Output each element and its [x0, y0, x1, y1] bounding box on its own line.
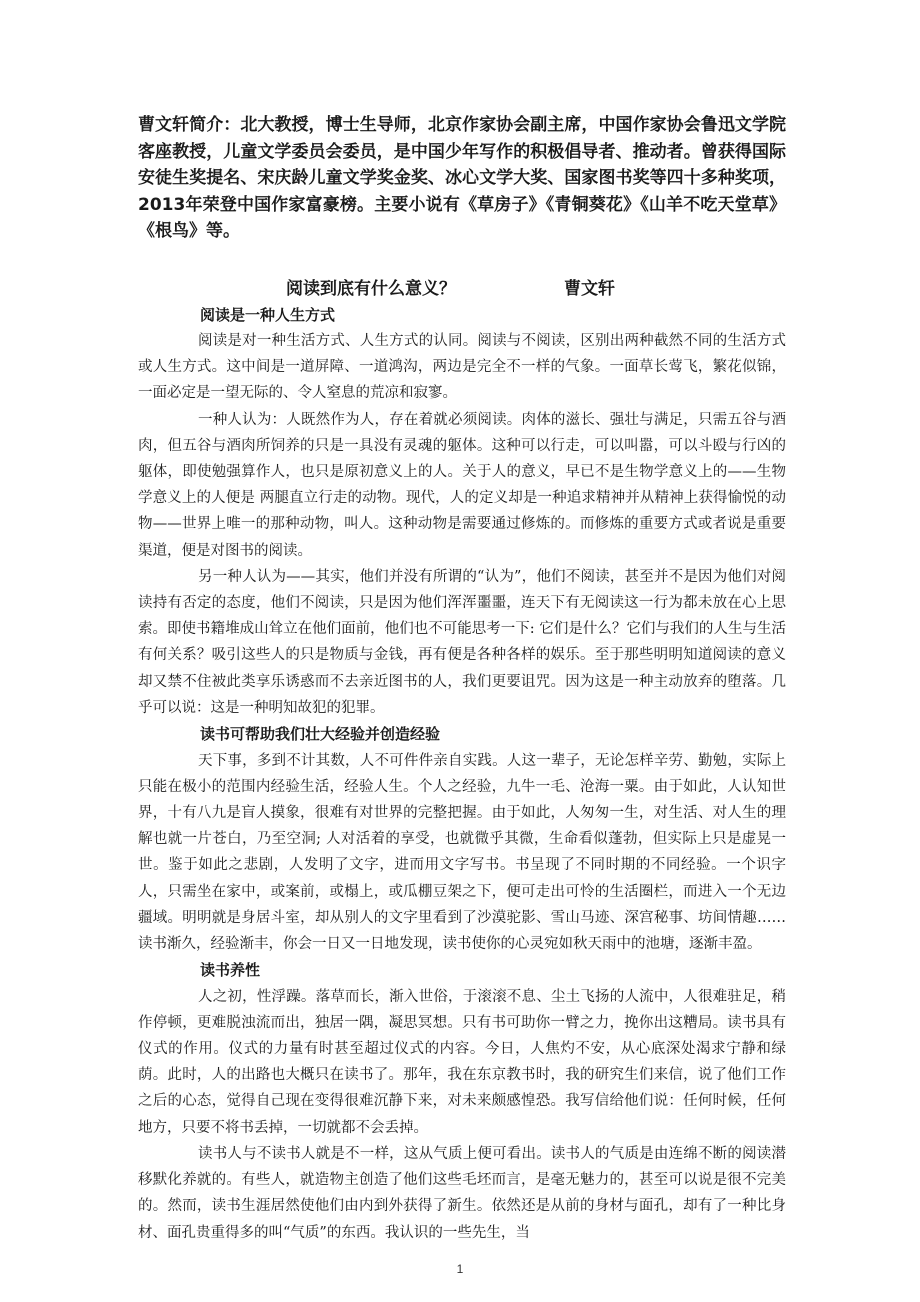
page-number: 1	[456, 1262, 464, 1276]
paragraph: 阅读是对一种生活方式、人生方式的认同。阅读与不阅读，区别出两种截然不同的生活方式或人生方式。这中间是一道屏障、一道鸿沟，两边是完全不一样的气象。一面草长莺飞，繁花似锦，一面必定是一望无际的、令人窒息的荒凉和寂寥。	[138, 333, 786, 402]
article-title: 阅读到底有什么意义？	[286, 278, 456, 299]
paragraph: 人之初，性浮躁。落草而长，渐入世俗，于滚滚不息、尘土飞扬的人流中，人很难驻足，稍作停顿，更难脱浊流而出，独居一隅，凝思冥想。只有书可助你一臂之力，挽你出这糟局。读书具有仪式的作用。仪式的力量有时甚至超过仪式的内容。今日，人焦灼不安，从心底深处渴求宁静和绿荫。此时，人的出路也大概只在读书了。那年，我在东京教书时，我的研究生们来信，说了他们工作之后的心态，觉得自己现在变得很难沉静下来，对未来颇感惶恐。我写信给他们说：任何时候，任何地方，只要不将书丢掉，一切就都不会丢掉。	[138, 988, 786, 1136]
article-title-row	[138, 276, 786, 302]
section-heading: 阅读是一种人生方式	[200, 305, 336, 324]
author-intro: 曹文轩简介：北大教授，博士生导师，北京作家协会副主席，中国作家协会鲁迅文学院客座教授，儿童文学委员会委员，是中国少年写作的积极倡导者、推动者。曾获得国际安徒生奖提名、宋庆龄儿童文学奖金奖、冰心文学大奖、国家图书奖等四十多种奖项，2013年荣登中国作家富豪榜。主要小说有《草房子》《青铜葵花》《山羊不吃天堂草》《根鸟》等。	[138, 115, 786, 241]
document-page	[138, 112, 786, 1246]
section-heading: 读书可帮助我们壮大经验并创造经验	[200, 725, 441, 744]
paragraph: 读书人与不读书人就是不一样，这从气质上便可看出。读书人的气质是由连绵不断的阅读潜移默化养就的。有些人，就造物主创造了他们这些毛坯而言，是毫无魅力的，甚至可以说是很不完美的。然而，读书生涯居然使他们由内到外获得了新生。依然还是从前的身材与面孔，却有了一种比身材、面孔贵重得多的叫“气质”的东西。我认识的一些先生，当	[138, 1145, 786, 1241]
paragraph: 天下事，多到不计其数，人不可件件亲自实践。人这一辈子，无论怎样辛劳、勤勉，实际上只能在极小的范围内经验生活，经验人生。个人之经验，九牛一毛、沧海一粟。由于如此，人认知世界，十有八九是盲人摸象，很难有对世界的完整把握。由于如此，人匆匆一生，对生活、对人生的理解也就一片苍白，乃至空洞; 人对活着的享受，也就微乎其微，生命看似蓬勃，但实际上只是虚晃一世。鉴于如此之悲剧，人发明了文字，进而用文字写书。书呈现了不同时期的不同经验。一个识字人，只需坐在家中，或案前，或榻上，或瓜棚豆架之下，便可走出可怜的生活圈栏，而进入一个无边疆域。明明就是身居斗室，却从别人的文字里看到了沙漠驼影、雪山马迹、深宫秘事、坊间情趣……读书渐久，经验渐丰，你会一日又一日地发现，读书使你的心灵宛如秋天雨中的池塘，逐渐丰盈。	[138, 752, 786, 952]
paragraph: 一种人认为：人既然作为人，存在着就必须阅读。肉体的滋长、强壮与满足，只需五谷与酒肉，但五谷与酒肉所饲养的只是一具没有灵魂的躯体。这种可以行走，可以叫嚣，可以斗殴与行凶的躯体，即使勉强算作人，也只是原初意义上的人。关于人的意义，早已不是生物学意义上的——生物学意义上的人便是 两腿直立行走的动物。现代，人的定义却是一种追求精神并从精神上获得愉悦的动物——世界上唯一的那种动物，叫人。这种动物是需要通过修炼的。而修炼的重要方式或者说是重要渠道，便是对图书的阅读。	[138, 411, 786, 559]
paragraph: 另一种人认为——其实，他们并没有所谓的“认为”，他们不阅读，甚至并不是因为他们对阅读持有否定的态度，他们不阅读，只是因为他们浑浑噩噩，连天下有无阅读这一行为都未放在心上思索。即使书籍堆成山耸立在他们面前，他们也不可能思考一下: 它们是什么？它们与我们的人生与生活有何关系？吸引这些人的只是物质与金钱，再有便是各种各样的娱乐。至于那些明明知道阅读的意义却又禁不住被此类享乐诱惑而不去亲近图书的人，我们更要诅咒。因为这是一种主动放弃的堕落。几乎可以说：这是一种明知故犯的犯罪。	[138, 568, 786, 716]
section-heading: 读书养性	[200, 961, 261, 980]
article-author: 曹文轩	[564, 278, 615, 299]
